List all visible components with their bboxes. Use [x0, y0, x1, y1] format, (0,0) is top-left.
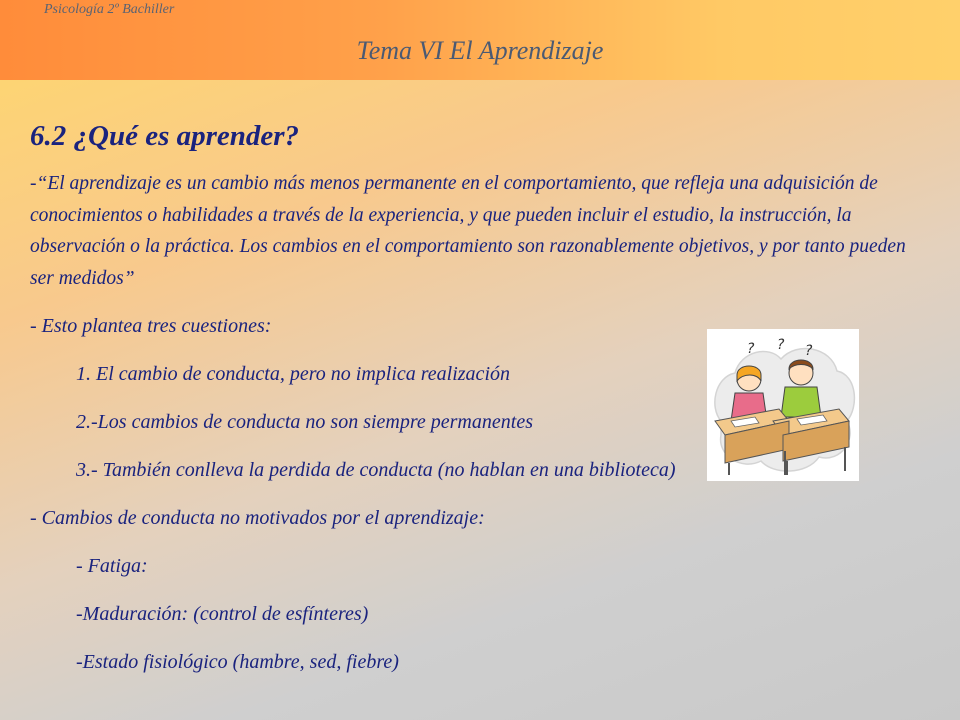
list-item: -Maduración: (control de esfínteres) [76, 603, 369, 625]
students-desk-icon [707, 329, 859, 481]
list-item: -Estado fisiológico (hambre, sed, fiebre) [76, 651, 399, 673]
slide-title: Tema VI El Aprendizaje [356, 36, 604, 65]
list-item: - Cambios de conducta no motivados por el aprendizaje: [30, 507, 485, 529]
question-mark: ? [805, 343, 813, 359]
definition-paragraph: -“El aprendizaje es un cambio más menos permanente en el comportamiento, que refleja una adquisición de conocimientos o habilidades a través de la experiencia, y que pueden incluir el estudio, la instrucción, la observación o la práctica. Los cambios en el comportamiento son razonablemente objetivos, y por tanto pueden ser medidos” [30, 173, 906, 289]
list-item: 2.-Los cambios de conducta no son siempre permanentes [76, 411, 533, 433]
list-item: - Fatiga: [76, 555, 148, 577]
list-item: 3.- También conlleva la perdida de conducta (no hablan en una biblioteca) [76, 459, 676, 481]
students-illustration [707, 329, 859, 481]
list-item: 1. El cambio de conducta, pero no implica realización [76, 363, 510, 385]
question-mark: ? [747, 341, 755, 357]
list-item: - Esto plantea tres cuestiones: [30, 315, 272, 337]
slide-header [0, 0, 960, 80]
course-label: Psicología 2º Bachiller [44, 2, 175, 17]
question-mark: ? [777, 337, 785, 353]
section-heading: 6.2 ¿Qué es aprender? [30, 120, 300, 152]
